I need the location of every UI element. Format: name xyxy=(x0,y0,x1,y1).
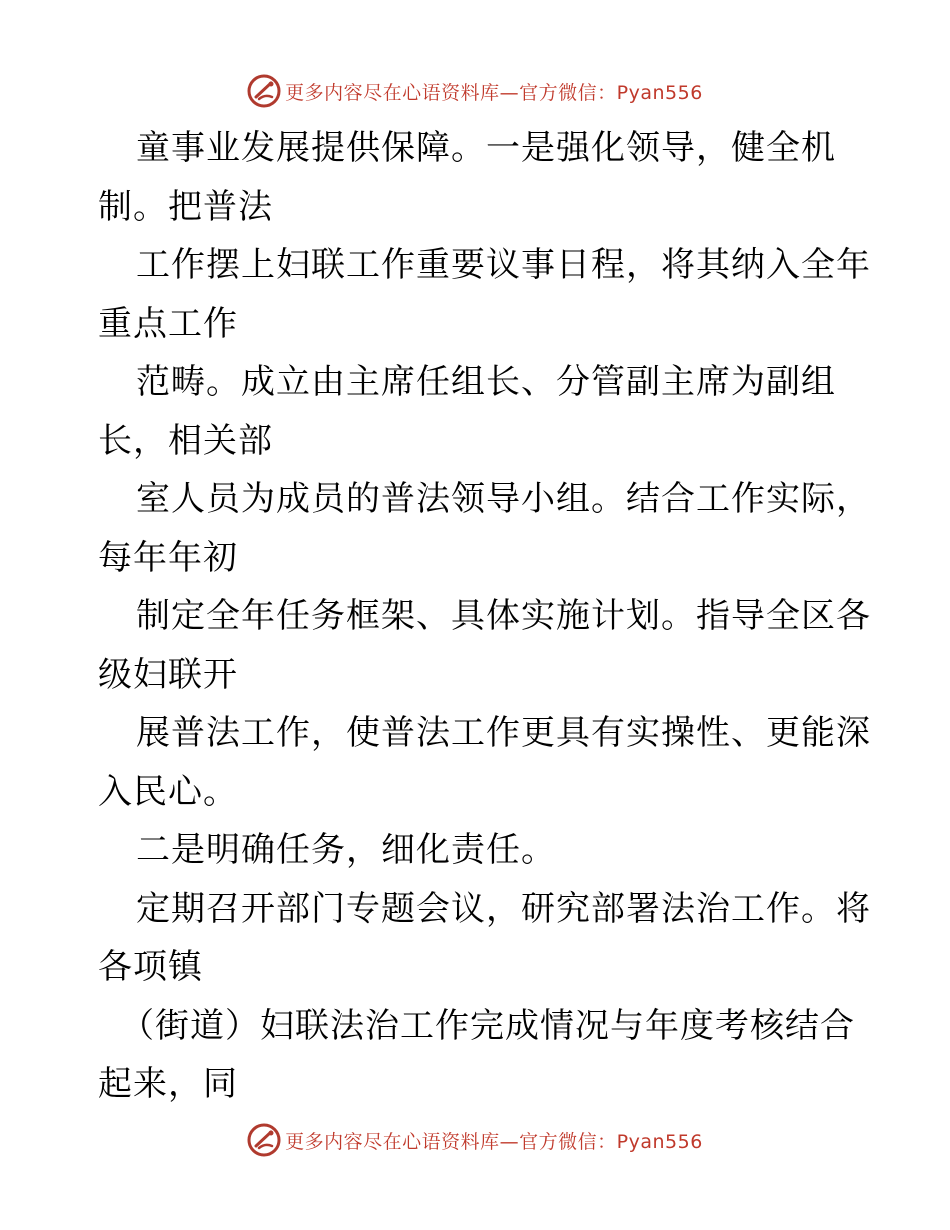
footer-watermark-text: 更多内容尽在心语资料库—官方微信：Pyan556 xyxy=(285,1130,703,1153)
seal-logo-icon xyxy=(247,1123,281,1157)
text-line: 重点工作 xyxy=(98,303,238,344)
text-line: 每年年初 xyxy=(98,537,238,578)
text-line: 展普法工作，使普法工作更具有实操性、更能深 xyxy=(136,713,871,753)
text-line: 工作摆上妇联工作重要议事日程，将其纳入全年 xyxy=(136,245,871,285)
document-body xyxy=(98,119,871,1114)
footer-watermark xyxy=(0,1120,950,1160)
seal-logo-icon xyxy=(247,74,281,108)
text-line: 入民心。 xyxy=(98,771,238,812)
text-line: 起来，同 xyxy=(98,1064,238,1104)
text-line: 定期召开部门专题会议，研究部署法治工作。将 xyxy=(136,888,871,929)
text-line: 二是明确任务，细化责任。 xyxy=(136,830,556,870)
text-line: 范畴。成立由主席任组长、分管副主席为副组 xyxy=(136,362,836,402)
text-line: 制。把普法 xyxy=(98,186,273,227)
text-line: 各项镇 xyxy=(98,947,203,987)
text-line: 级妇联开 xyxy=(98,654,238,695)
header-watermark-text: 更多内容尽在心语资料库—官方微信：Pyan556 xyxy=(285,81,703,104)
text-line: 制定全年任务框架、具体实施计划。指导全区各 xyxy=(136,596,871,636)
text-line: 长，相关部 xyxy=(98,420,273,461)
text-line: 室人员为成员的普法领导小组。结合工作实际， xyxy=(136,479,871,519)
text-line: （街道）妇联法治工作完成情况与年度考核结合 xyxy=(120,1005,855,1046)
header-watermark xyxy=(0,71,950,111)
text-line: 童事业发展提供保障。一是强化领导，健全机 xyxy=(136,128,836,168)
